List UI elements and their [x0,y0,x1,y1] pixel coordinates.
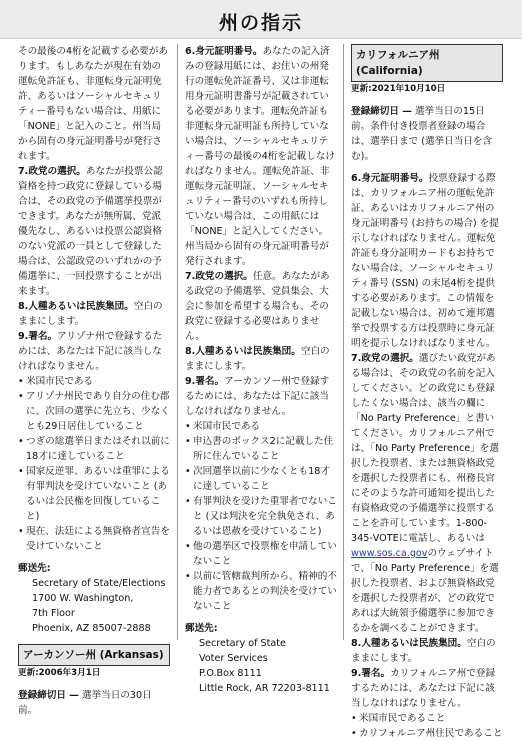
race-text: 空白のままにします。 [351,638,496,664]
sos-website-link[interactable]: www.sos.ca.gov [351,548,428,559]
list-item: • 次回選挙以前に少なくとも18才に達していること [185,464,337,494]
arizona-id-paragraph: その最後の4桁を記載する必要があります。もしあなたが現在有効の運転免許証も、非運転身元証明免許、あるいはソーシャルセキュリティー番号もない場合は、用紙に「NONE」と記入のこと。州当局から固有の身元証明番号が発行されます。 [18,46,169,162]
address-line: 7th Floor [32,608,75,619]
list-item: • カリフォルニア州住民であること [351,726,503,741]
deadline-text: 選挙当日の15日前。条件付き投票者登録の場合は、選挙日まで (選挙日当日を含む)。 [351,106,493,162]
signature-text: カリフォルニア州で登録するためには、あなたは下記に該当しなければなりません。 [351,668,496,709]
party-text: あなたが投票公認資格を持つ政党に登録している場合は、その政党の予備選挙投票ができます。あなたが無所属、党派優先なし、あるいは投票公認資格のない党派の一員として登録した場合は、公認政党のいずれかの予備選挙に、一回投票することが出来ます。 [18,166,163,297]
arkansas-updated-date: 更新:2006年3月1日 [18,668,101,678]
list-item: • 米国市民である [185,419,337,434]
arizona-signature-paragraph [18,329,170,374]
column-divider [177,44,178,640]
party-text: 選びたい政党がある場合は、その政党の名前を記入してください。どの政党にも登録したくない場合は、該当の欄に「No Party Preference」と書いてください。カリフォルニア州では、「No Party Preference」を選択した投票者、または無資格政党を選択した投票者にも、州務長官にそのような許可通知を提出した有資格政党の予備選挙に投票することを許可しています。1-800-345-VOTEに電話し、あるいは [351,353,499,544]
column-arizona [18,44,170,718]
race-label: 8.人種あるいは民族集団。 [185,346,301,357]
arkansas-party-paragraph [185,269,337,344]
mailing-address [185,636,337,696]
california-requirements-list [351,711,503,741]
column-california [351,44,503,741]
page-header [0,0,522,39]
race-text: 空白のままにします。 [185,346,330,372]
mailing-address [18,576,170,636]
signature-text: アリゾナ州で登録するためには、あなたは下記に該当しなければなりません。 [18,331,163,372]
list-item: • アリゾナ州民であり自分の住む郡に、次回の選挙に先立ち、少なくとも29日居住していること [18,389,170,434]
race-label: 8.人種あるいは民族集団。 [351,638,467,649]
arizona-race-paragraph [18,299,170,329]
list-item: • 申込書のボックス2に記載した住所に住んでいること [185,434,337,464]
address-line: Voter Services [199,653,268,664]
arkansas-section-heading: アーカンソー州 (Arkansas) [18,644,170,666]
party-label: 7.政党の選択。 [351,353,419,364]
list-item: • 現在、法廷による無資格者宣告を受けていないこと [18,524,170,554]
california-signature-paragraph [351,666,503,711]
arizona-requirements-list [18,374,170,554]
party-text: 任意。あなたがある政党の予備選挙、党員集会、大会に参加を希望する場合も、その政党に登録する必要はありません。 [185,271,330,342]
deadline-label: 登録締切日 — [351,106,412,117]
list-item: • つぎの総選挙日またはそれ以前に18才に達していること [18,434,170,464]
id-number-label: 6.身元証明番号。 [351,173,429,184]
list-item: • 有罪判決を受けた重罪者でないこと (又は判決を完全執免され、あるいは恩赦を受けていること) [185,494,337,539]
list-item: • 国家反逆罪、あるいは重罪による有罪判決を受けていないこと (あるいは公民権を回復していること) [18,464,170,524]
signature-text: アーカンソー州で登録するためには、あなたは下記に該当しなければなりません。 [185,376,330,417]
list-item: • 米国市民であること [351,711,503,726]
california-section-heading: カリフォルニア州 (California) [351,44,503,82]
signature-label: 9.署名。 [351,668,391,679]
column-arkansas [185,44,337,696]
arizona-party-paragraph [18,164,170,299]
list-item: • 米国市民である [18,374,170,389]
arkansas-id-paragraph [185,44,337,269]
mail-to-label: 郵送先: [18,563,51,574]
party-label: 7.政党の選択。 [18,166,86,177]
arkansas-signature-paragraph [185,374,337,419]
california-party-paragraph [351,351,503,636]
race-label: 8.人種あるいは民族集団。 [18,301,134,312]
california-id-paragraph [351,171,503,351]
address-line: 1700 W. Washington, [32,593,134,604]
arkansas-race-paragraph [185,344,337,374]
list-item: • 他の選挙区で投票権を申請していないこと [185,539,337,569]
party-label: 7.政党の選択。 [185,271,253,282]
party-text-continued: のウェブサイトで、「No Party Preference」を選択した投票者、および無資格政党を選択した投票者が、どの政党であれば大統領予備選挙に参加できるかを調べることができます。 [351,548,499,634]
california-deadline-paragraph [351,104,503,164]
id-number-label: 6.身元証明番号。 [185,46,263,57]
signature-label: 9.署名。 [185,376,225,387]
address-line: P.O.Box 8111 [199,668,262,679]
race-text: 空白のままにします。 [18,301,163,327]
address-line: Secretary of State [199,638,286,649]
column-divider [343,44,344,640]
address-line: Phoenix, AZ 85007-2888 [32,623,151,634]
arkansas-requirements-list [185,419,337,614]
signature-label: 9.署名。 [18,331,58,342]
list-item: • 以前に管轄裁判所から、精神的不能力者であるとの判決を受けていないこと [185,569,337,614]
id-number-text: あなたの記入済みの登録用紙には、お住いの州発行の運転免許証番号、又は非運転用身元証明書番号が記載されている必要があります。運転免許証も非運転身元証明証も所持していない場合は、ソーシャルセキュリティー番号の最後の4桁を記載しなければなりません。運転免許証、非運転身元証明証、ソーシャルセキュリティー番号のいずれも所持していない場合は、この用紙には「NONE」と記入してください。州当局から固有の身元証明番号が発行されます。 [185,46,336,267]
california-race-paragraph [351,636,503,666]
california-updated-date: 更新:2021年10月10日 [351,84,446,94]
deadline-label: 登録締切日 — [18,690,79,701]
address-line: Secretary of State/Elections [32,578,166,589]
id-number-text: 投票登録する際は、カリフォルニア州の運転免許証、あるいはカリフォルニア州の身元証明番号 (お持ちの場合) を提示しなければなりません。運転免許証も身分証明カードもお持ちでない場合は、ソーシャルセキュリティ番号 (SSN) の末尾4桁を提供する必要があります。この情報を記載しない場合は、初めて連邦選挙で投票する方は投票時に身元証明を提示しなければなりません。 [351,173,499,349]
address-line: Little Rock, AR 72203-8111 [199,683,330,694]
page-title: 州の指示 [218,12,303,34]
mail-to-label: 郵送先: [185,623,218,634]
arkansas-deadline-paragraph [18,688,170,718]
deadline-text: 選挙当日の30日前。 [18,690,152,716]
